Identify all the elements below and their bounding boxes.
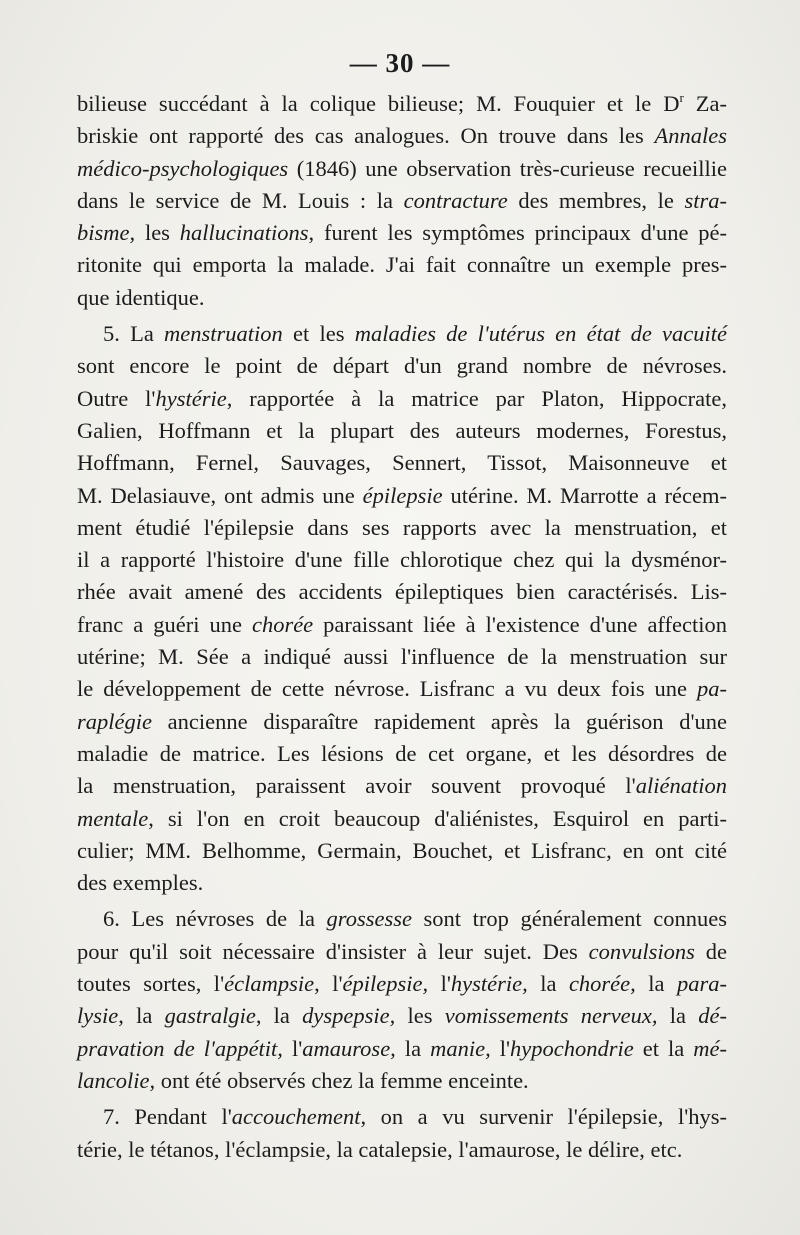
- italic-text: maladies de l'utérus en état de vacuité: [354, 321, 728, 347]
- text-run: 5. La: [103, 321, 165, 347]
- text-line: [77, 480, 727, 512]
- italic-text: bisme,: [77, 220, 136, 246]
- text-run: pour qu'il soit nécessaire d'insister à leur sujet. Des: [77, 938, 589, 964]
- italic-text: vomissements nerveux,: [444, 1003, 658, 1029]
- text-line: [77, 1134, 727, 1166]
- text-run: , la: [118, 1003, 165, 1029]
- text-line: [77, 1000, 727, 1032]
- text-run: térie, le tétanos, l'éclampsie, la catalepsie, l'amaurose, le délire, etc.: [77, 1136, 683, 1162]
- text-run: maladie de matrice. Les lésions de cet organe, et les désordres de: [77, 740, 727, 766]
- text-line: [77, 120, 727, 152]
- italic-text: grossesse: [326, 906, 412, 932]
- italic-text: dé-: [698, 1003, 727, 1029]
- italic-text: pravation de l'appétit,: [77, 1035, 283, 1061]
- italic-text: raplégie: [77, 708, 152, 734]
- text-run: 7. Pendant l': [103, 1104, 232, 1130]
- text-run: paraissant liée à l'existence d'une affection: [313, 611, 727, 637]
- italic-text: Annales: [654, 123, 727, 149]
- text-line: [77, 835, 727, 867]
- text-run: Galien, Hoffmann et la plupart des auteurs modernes, Forestus,: [77, 417, 727, 443]
- text-line: [77, 1065, 727, 1097]
- text-line: [77, 867, 727, 899]
- italic-text: accouchement: [231, 1104, 361, 1130]
- text-run: dans le service de M. Louis : la: [77, 187, 404, 213]
- text-run: 6. Les névroses de la: [103, 906, 327, 932]
- text-line: [77, 185, 727, 217]
- italic-text: éclampsie: [224, 971, 315, 997]
- text-line: [77, 803, 727, 835]
- page-number: — 30 —: [349, 48, 451, 78]
- text-run: des exemples.: [77, 870, 204, 896]
- text-run: , si l'on en croit beaucoup d'aliénistes, Esquirol en parti-: [148, 805, 727, 831]
- italic-text: pa-: [697, 676, 727, 702]
- text-run: , furent les symptômes principaux d'une pé-: [308, 220, 727, 246]
- italic-text: dyspepsie,: [302, 1003, 396, 1029]
- text-line: [77, 641, 727, 673]
- text-run: rhée avait amené des accidents épileptiques bien caractérisés. Lis-: [77, 579, 727, 605]
- italic-text: chorée,: [568, 971, 636, 997]
- text-run: de: [694, 938, 727, 964]
- text-run: (1846) une observation très-curieuse recueillie: [288, 155, 727, 181]
- text-line: [77, 544, 727, 576]
- text-run: ment étudié l'épilepsie dans ses rapports avec la menstruation, et: [77, 514, 727, 540]
- text-run: les: [395, 1003, 445, 1029]
- text-run: franc a guéri une: [77, 611, 252, 637]
- italic-text: mé-: [693, 1035, 727, 1061]
- text-line: [77, 217, 727, 249]
- italic-text: lysie: [77, 1003, 119, 1029]
- italic-text: convulsions: [588, 938, 695, 964]
- text-line: [77, 770, 727, 802]
- text-run: la: [395, 1035, 431, 1061]
- italic-text: para-: [676, 971, 727, 997]
- text-run: les: [135, 220, 180, 246]
- text-run: Outre l': [77, 385, 156, 411]
- text-line: [77, 609, 727, 641]
- text-line: [77, 673, 727, 705]
- text-run: ont été observés chez la femme enceinte.: [155, 1067, 529, 1093]
- text-run: , rapportée à la matrice par Platon, Hippocrate,: [226, 385, 727, 411]
- text-run: Hoffmann, Fernel, Sauvages, Sennert, Tissot, Maisonneuve et: [77, 450, 727, 476]
- text-run: des membres, le: [507, 187, 685, 213]
- text-run: , l': [314, 971, 343, 997]
- text-line: [77, 249, 727, 281]
- text-run: bilieuse succédant à la colique bilieuse; M. Fouquier et le D: [77, 91, 680, 116]
- italic-text: médico-psychologiques: [77, 155, 289, 181]
- italic-text: stra-: [684, 187, 727, 213]
- italic-text: hypochondrie: [510, 1035, 634, 1061]
- text-run: et les: [282, 321, 355, 347]
- italic-text: mentale: [77, 805, 149, 831]
- text-line: [77, 706, 727, 738]
- text-line: [77, 968, 727, 1000]
- text-line: [77, 383, 727, 415]
- text-run: la: [635, 971, 677, 997]
- text-line: [77, 282, 727, 314]
- italic-text: manie,: [430, 1035, 491, 1061]
- text-run: ancienne disparaître rapidement après la guérison d'une: [151, 708, 727, 734]
- text-run: la menstruation, paraissent avoir souvent provoqué l': [77, 773, 636, 799]
- text-run: , on a vu survenir l'épilepsie, l'hys-: [360, 1104, 728, 1130]
- text-run: la: [657, 1003, 699, 1029]
- italic-text: épilepsie: [362, 482, 443, 508]
- text-line: [77, 1101, 727, 1133]
- italic-text: hystérie,: [450, 971, 528, 997]
- text-line: [77, 576, 727, 608]
- text-run: l': [490, 1035, 511, 1061]
- text-run: et la: [633, 1035, 694, 1061]
- text-line: [77, 738, 727, 770]
- text-run: utérine; M. Sée a indiqué aussi l'influence de la menstruation sur: [77, 644, 727, 670]
- text-run: ritonite qui emporta la malade. J'ai fait connaître un exemple pres-: [77, 252, 727, 278]
- text-line: [77, 512, 727, 544]
- italic-text: gastralgie: [164, 1003, 256, 1029]
- text-line: [77, 1033, 727, 1065]
- text-run: sont trop généralement connues: [411, 906, 727, 932]
- text-line: [77, 936, 727, 968]
- text-run: M. Delasiauve, ont admis une: [77, 482, 363, 508]
- body-text: [77, 82, 727, 1166]
- text-run: culier; MM. Belhomme, Germain, Bouchet, et Lisfranc, en ont cité: [77, 837, 727, 863]
- text-run: l': [282, 1035, 303, 1061]
- italic-text: lancolie,: [77, 1067, 156, 1093]
- text-run: le développement de cette névrose. Lisfranc a vu deux fois une: [77, 676, 697, 702]
- text-line: [77, 318, 727, 350]
- text-line: [77, 350, 727, 382]
- text-run: , la: [255, 1003, 303, 1029]
- italic-text: contracture: [403, 187, 508, 213]
- text-run: toutes sortes, l': [77, 971, 225, 997]
- italic-text: chorée: [251, 611, 314, 637]
- italic-text: aliénation: [635, 773, 727, 799]
- text-run: Za-: [683, 91, 727, 116]
- text-run: il a rapporté l'histoire d'une fille chlorotique chez qui la dysménor-: [77, 547, 727, 573]
- italic-text: hystérie: [155, 385, 227, 411]
- text-line: [77, 447, 727, 479]
- text-line: [77, 153, 727, 185]
- text-run: sont encore le point de départ d'un grand nombre de névroses.: [77, 353, 727, 379]
- text-line: [77, 82, 727, 120]
- text-run: que identique.: [77, 284, 205, 310]
- superscript-text: r: [679, 90, 684, 105]
- text-line: [77, 903, 727, 935]
- text-run: l': [428, 971, 451, 997]
- text-run: la: [527, 971, 569, 997]
- italic-text: hallucinations: [179, 220, 309, 246]
- italic-text: épilepsie,: [342, 971, 429, 997]
- text-line: [77, 415, 727, 447]
- italic-text: amaurose,: [302, 1035, 396, 1061]
- text-run: utérine. M. Marrotte a récem-: [442, 482, 727, 508]
- text-run: briskie ont rapporté des cas analogues. On trouve dans les: [77, 123, 655, 149]
- italic-text: menstruation: [164, 321, 283, 347]
